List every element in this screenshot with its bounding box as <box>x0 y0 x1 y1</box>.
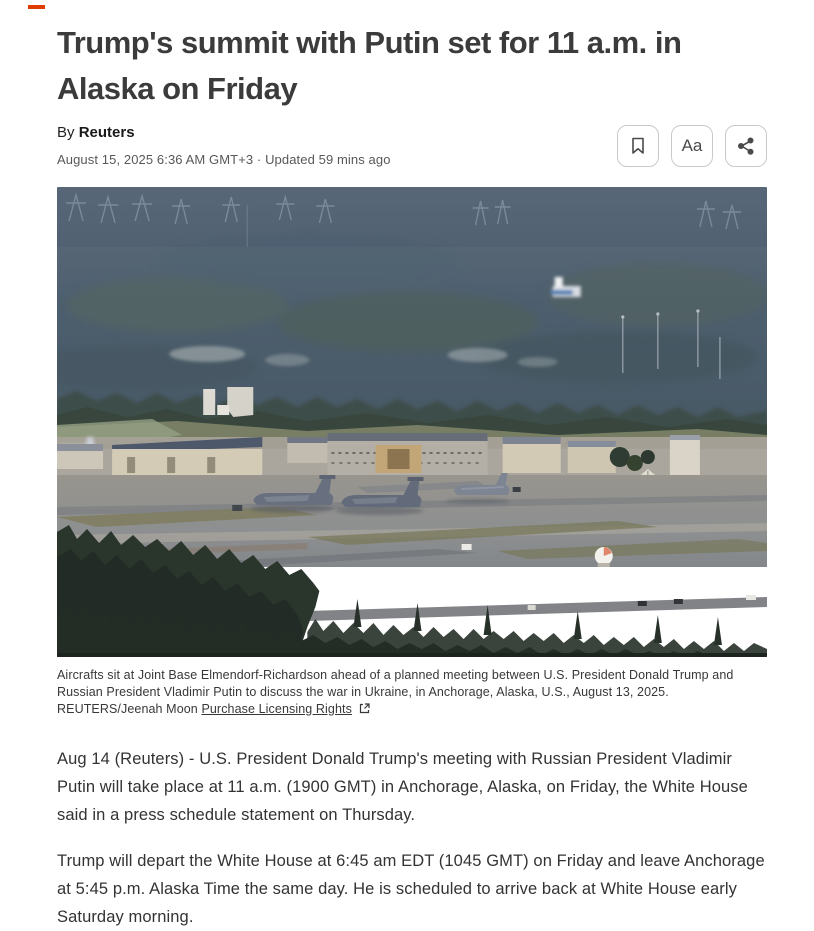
article-meta-row <box>57 124 767 167</box>
text-size-icon: Aa <box>681 135 703 155</box>
article-toolbar <box>617 125 767 167</box>
bookmark-icon <box>630 136 646 156</box>
airbase-photo-illustration <box>57 187 767 657</box>
article-photo <box>57 187 767 718</box>
dateline: August 15, 2025 6:36 AM GMT+3 · Updated 59 mins ago <box>57 152 391 167</box>
article-body <box>57 745 765 931</box>
caption-text: Aircrafts sit at Joint Base Elmendorf-Richardson ahead of a planned meeting between U.S. President Donald Trump and Russian President Vladimir Putin to discuss the war in Ukraine, in Anchorage, Alaska, U.S., August 13, 2025. REUTERS/Jeenah Moon <box>57 668 734 716</box>
article-paragraph: Aug 14 (Reuters) - U.S. President Donald Trump's meeting with Russian President Vladimir Putin will take place at 11 a.m. (1900 GMT) in Anchorage, Alaska, on Friday, the White House said in a press schedule statement on Thursday. <box>57 750 748 824</box>
byline-block <box>57 124 391 167</box>
share-icon <box>737 137 755 155</box>
share-button[interactable] <box>725 125 767 167</box>
article-paragraph: Trump will depart the White House at 6:45 am EDT (1045 GMT) on Friday and leave Anchorage at 5:45 p.m. Alaska Time the same day. He is scheduled to arrive back at White House early Saturday morning. <box>57 852 765 926</box>
byline-prefix: By <box>57 124 75 141</box>
text-size-button[interactable] <box>671 125 713 167</box>
photo-caption <box>57 667 763 718</box>
bookmark-button[interactable] <box>617 125 659 167</box>
article-headline: Trump's summit with Putin set for 11 a.m. in Alaska on Friday <box>57 25 682 106</box>
author-link[interactable]: Reuters <box>78 124 135 141</box>
external-link-icon[interactable] <box>359 703 370 714</box>
byline <box>57 124 391 141</box>
top-left-red-marker <box>28 5 45 9</box>
purchase-licensing-rights-link[interactable]: Purchase Licensing Rights <box>201 702 352 716</box>
